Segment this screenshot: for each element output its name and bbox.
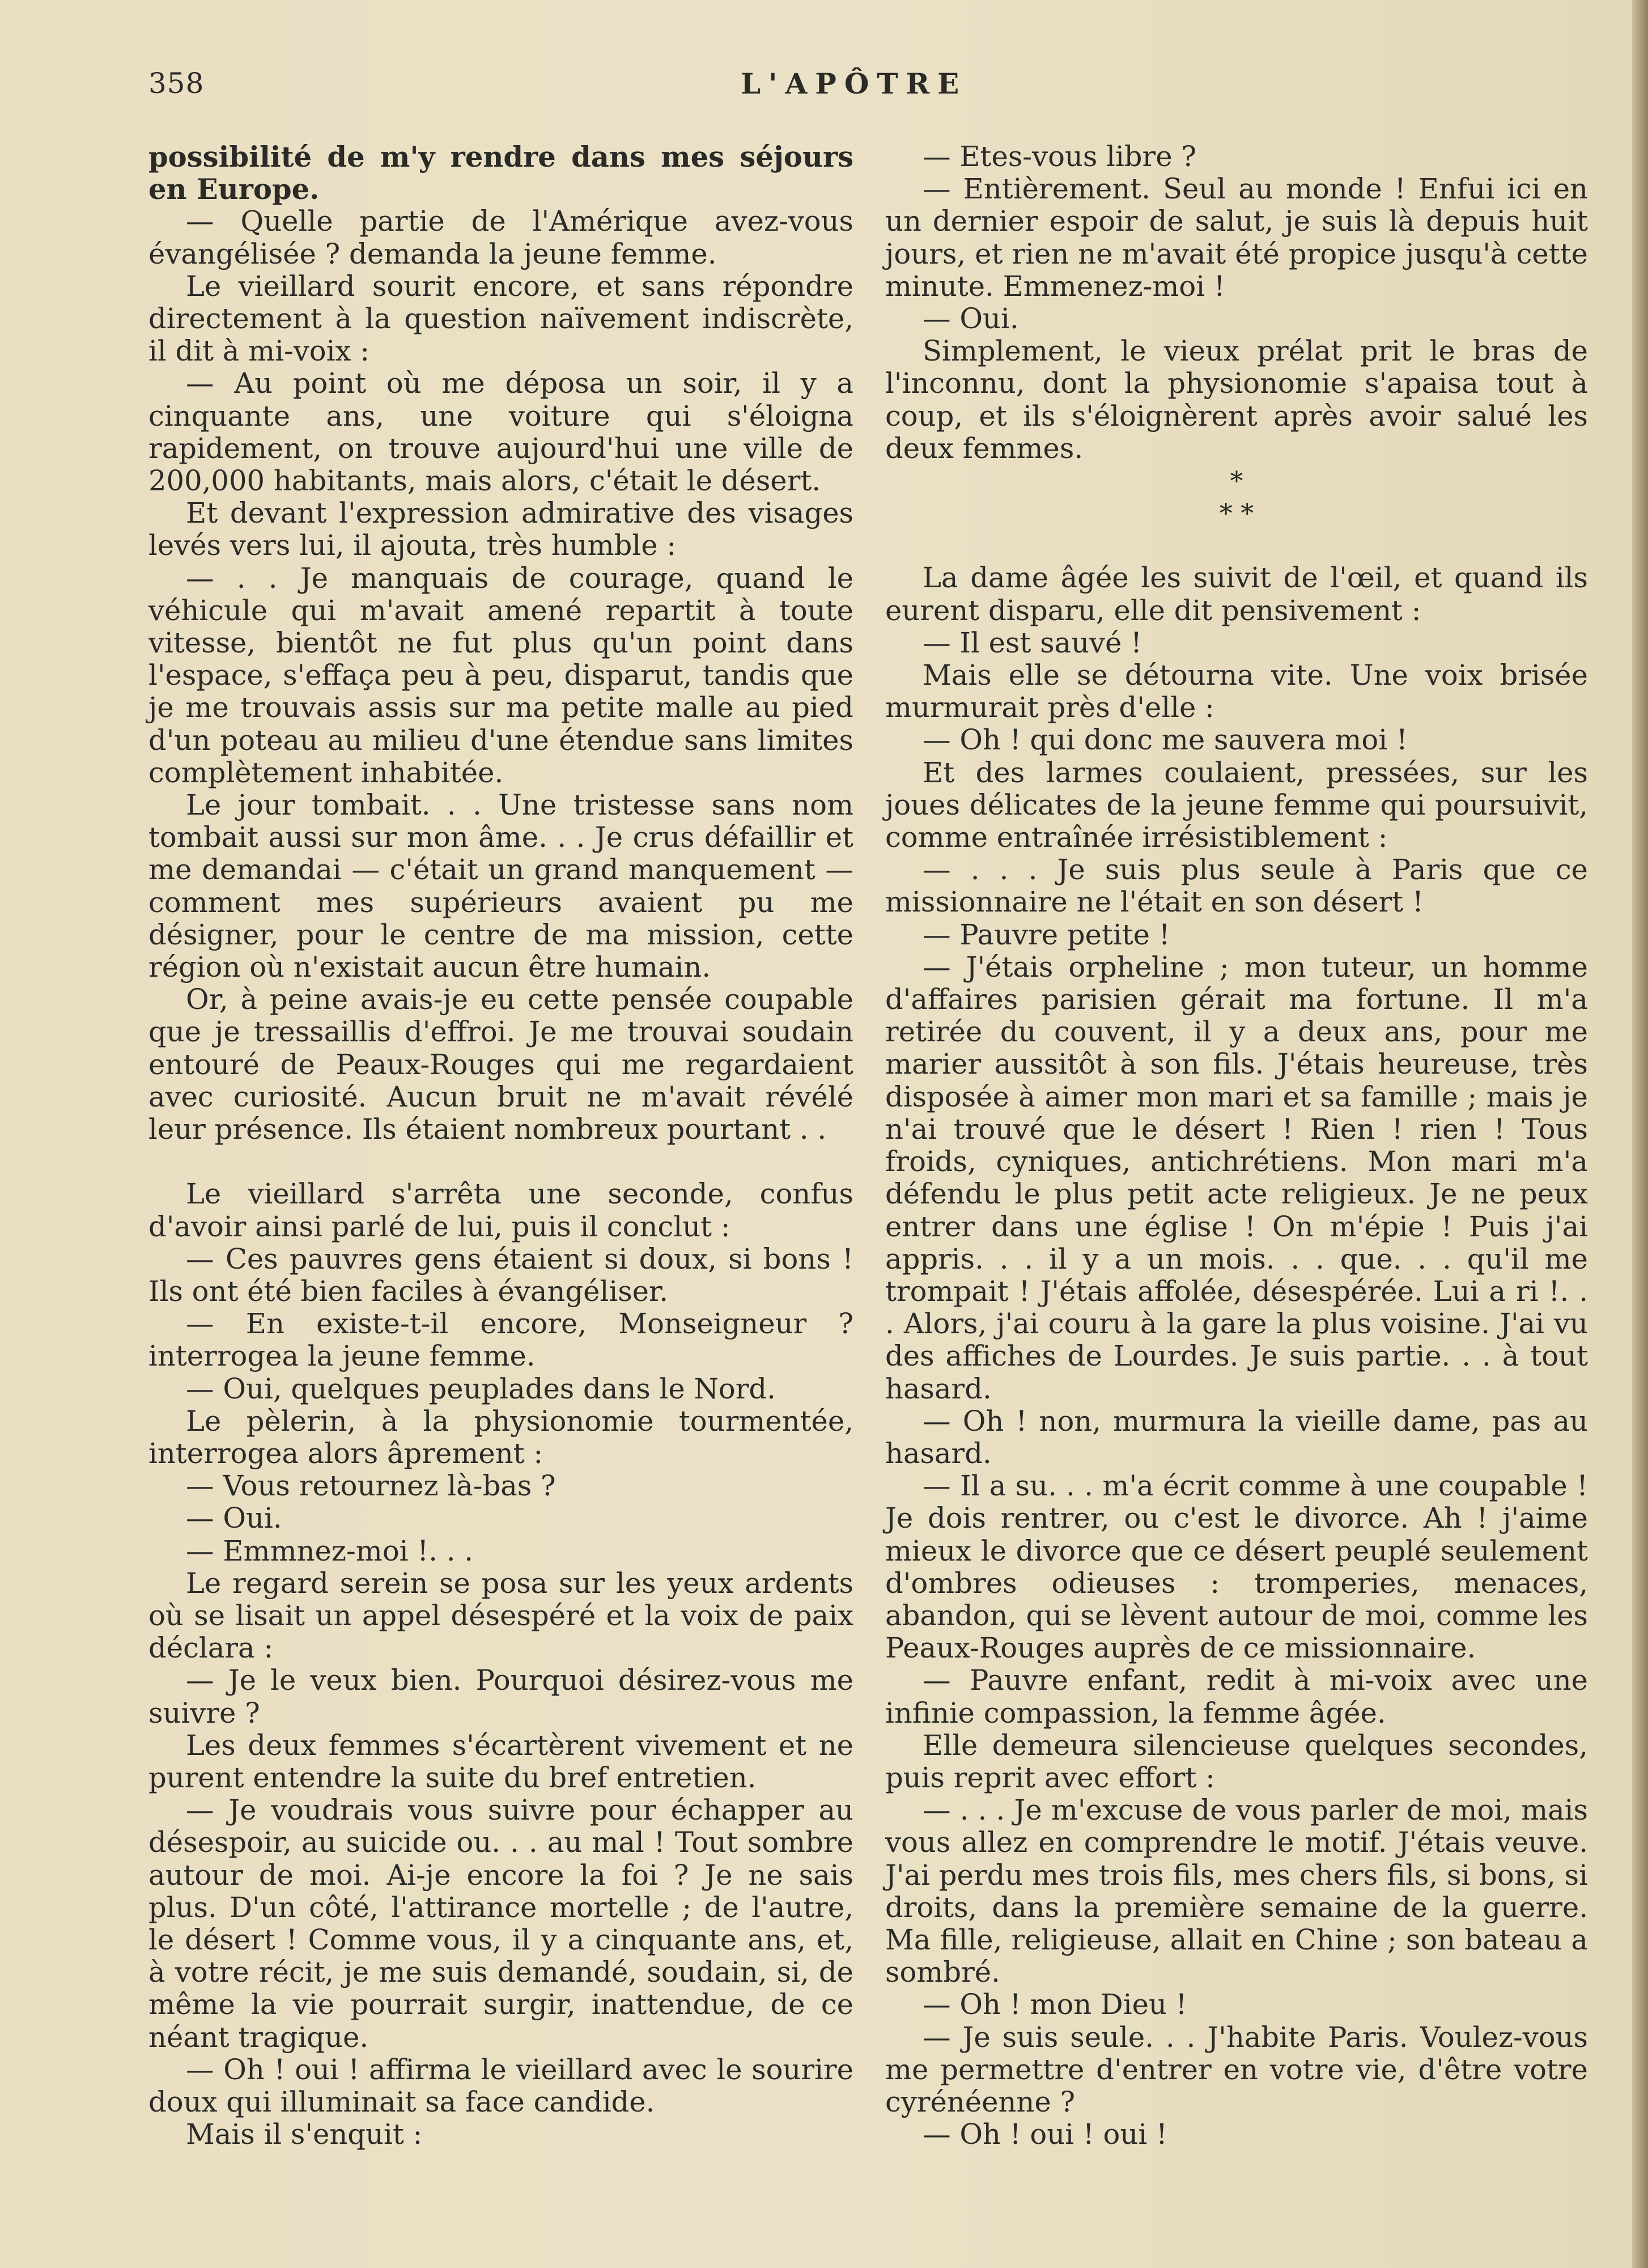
paragraph: — J'étais orpheline ; mon tuteur, un homme d'affaires parisien gérait ma fortune. Il m'a retirée du couvent, il y a deux ans, pour me marier aussitôt à son fils. J'étais heureuse, très disposée à aimer mon mari et sa famille ; mais je n'ai trouvé que le désert ! Rien ! rien ! Tous froids, cyniques, antichrétiens. Mon mari m'a défendu le plus petit acte religieux. Je ne peux entrer dans une église ! On m'épie ! Puis j'ai appris. . . il y a un mois. . . que. . . qu'il me trompait ! J'étais affolée, désespérée. Lui a ri !. . . Alors, j'ai couru à la gare la plus voisine. J'ai vu des affiches de Lourdes. Je suis partie. . . à tout hasard. [885, 950, 1588, 1405]
paragraph: — . . . Je suis plus seule à Paris que ce missionnaire ne l'était en son désert ! [885, 853, 1588, 919]
paragraph: Mais il s'enquit : [186, 2118, 423, 2151]
paragraph: — Oh ! non, murmura la vieille dame, pas au hasard. [885, 1404, 1588, 1470]
asterism-line: * * [1219, 498, 1254, 529]
paragraph: — Oh ! oui ! oui ! [923, 2118, 1167, 2151]
paragraph: — Je suis seule. . . J'habite Paris. Voulez-vous me permettre d'entrer en votre vie, d'être votre cyrénéenne ? [885, 2020, 1588, 2118]
paragraph: — Au point où me déposa un soir, il y a cinquante ans, une voiture qui s'éloigna rapidement, on trouve aujourd'hui une ville de 200,000 habitants, mais alors, c'était le désert. [148, 367, 853, 498]
paragraph: — Oh ! oui ! affirma le vieillard avec le sourire doux qui illuminait sa face candide. [148, 2053, 853, 2118]
paragraph: Et devant l'expression admirative des visages levés vers lui, il ajouta, très humble : [148, 497, 853, 562]
paragraph: — Etes-vous libre ? [923, 140, 1196, 173]
page-number: 358 [148, 67, 205, 100]
asterism-line: * [1230, 465, 1243, 497]
paragraph: Elle demeura silencieuse quelques secondes, puis reprit avec effort : [885, 1728, 1588, 1794]
paragraph: Or, à peine avais-je eu cette pensée coupable que je tressaillis d'effroi. Je me trouvai soudain entouré de Peaux-Rouges qui me regardaient avec curiosité. Aucun bruit ne m'avait révélé leur présence. Ils étaient nombreux pourtant . . [148, 983, 853, 1146]
paragraph: Le vieillard s'arrêta une seconde, confus d'avoir ainsi parlé de lui, puis il conclut : [148, 1177, 853, 1243]
paragraph: possibilité de m'y rendre dans mes séjours en Europe. [148, 140, 853, 206]
paragraph: — Entièrement. Seul au monde ! Enfui ici en un dernier espoir de salut, je suis là depuis huit jours, et rien ne m'avait été propice jusqu'à cette minute. Emmenez-moi ! [885, 172, 1588, 303]
running-title: L'APÔTRE [741, 67, 967, 100]
page-header [148, 67, 1598, 107]
paragraph: — Oui. [186, 1502, 282, 1535]
paragraph: — Je voudrais vous suivre pour échapper au désespoir, au suicide ou. . . au mal ! Tout sombre autour de moi. Ai-je encore la foi ? Je ne sais plus. D'un côté, l'attirance mortelle ; de l'autre, le désert ! Comme vous, il y a cinquante ans, et, à votre récit, je me suis demandé, soudain, si, de même la vie pourrait surgir, inattendue, de ce néant tragique. [148, 1794, 853, 2054]
paragraph: — Ces pauvres gens étaient si doux, si bons ! Ils ont été bien faciles à évangéliser. [148, 1242, 853, 1308]
paragraph: Le jour tombait. . . Une tristesse sans nom tombait aussi sur mon âme. . . Je crus défaillir et me demandai — c'était un grand manquement — comment mes supérieurs avaient pu me désigner, pour le centre de ma mission, cette région où n'existait aucun être humain. [148, 788, 853, 984]
paragraph: Le pèlerin, à la physionomie tourmentée, interrogea alors âprement : [148, 1404, 853, 1470]
paragraph: — En existe-t-il encore, Monseigneur ? interrogea la jeune femme. [148, 1307, 853, 1373]
paragraph: — Je le veux bien. Pourquoi désirez-vous me suivre ? [148, 1664, 853, 1729]
paragraph: — Pauvre petite ! [923, 918, 1170, 951]
paragraph: — Oh ! mon Dieu ! [923, 1988, 1187, 2021]
page-edge-shadow [1632, 0, 1648, 2268]
paragraph: — . . Je manquais de courage, quand le véhicule qui m'avait amené repartit à toute vitesse, bientôt ne fut plus qu'un point dans l'espace, s'effaça peu à peu, disparut, tandis que je me trouvais assis sur ma petite malle au pied d'un poteau au milieu d'une étendue sans limites complètement inhabitée. [148, 561, 853, 789]
paragraph: Le vieillard sourit encore, et sans répondre directement à la question naïvement indiscrète, il dit à mi-voix : [148, 269, 853, 368]
paragraph: — Oui, quelques peuplades dans le Nord. [186, 1372, 776, 1405]
paragraph: — . . . Je m'excuse de vous parler de moi, mais vous allez en comprendre le motif. J'étais veuve. J'ai perdu mes trois fils, mes chers fils, si bons, si droits, dans la première semaine de la guerre. Ma fille, religieuse, allait en Chine ; son bateau a sombré. [885, 1794, 1588, 1989]
paragraph: Le regard serein se posa sur les yeux ardents où se lisait un appel désespéré et la voix de paix déclara : [148, 1566, 853, 1665]
paragraph: Simplement, le vieux prélat prit le bras de l'inconnu, dont la physionomie s'apaisa tout à coup, et ils s'éloignèrent après avoir salué les deux femmes. [885, 334, 1588, 465]
paragraph: — Oh ! qui donc me sauvera moi ! [923, 723, 1408, 757]
paragraph: — Pauvre enfant, redit à mi-voix avec une infinie compassion, la femme âgée. [885, 1664, 1588, 1729]
paragraph: — Il est sauvé ! [923, 626, 1142, 659]
paragraph: Et des larmes coulaient, pressées, sur les joues délicates de la jeune femme qui poursuivit, comme entraînée irrésistiblement : [885, 756, 1588, 854]
paragraph: — Oui. [923, 302, 1019, 336]
paragraph: La dame âgée les suivit de l'œil, et quand ils eurent disparu, elle dit pensivement : [885, 561, 1588, 627]
paragraph: — Emmnez-moi !. . . [186, 1534, 474, 1567]
section-break-asterism [885, 465, 1588, 529]
paragraph: Mais elle se détourna vite. Une voix brisée murmurait près d'elle : [885, 659, 1588, 724]
right-column [885, 141, 1588, 2151]
paragraph: Les deux femmes s'écartèrent vivement et ne purent entendre la suite du bref entretien. [148, 1728, 853, 1794]
left-column [148, 141, 853, 2151]
paragraph: — Quelle partie de l'Amérique avez-vous évangélisée ? demanda la jeune femme. [148, 205, 853, 270]
paragraph: — Vous retournez là-bas ? [186, 1469, 556, 1503]
paragraph: — Il a su. . . m'a écrit comme à une coupable ! Je dois rentrer, ou c'est le divorce. Ah ! j'aime mieux le divorce que ce désert peuplé seulement d'ombres odieuses : tromperies, menaces, abandon, qui se lèvent autour de moi, comme les Peaux-Rouges auprès de ce missionnaire. [885, 1469, 1588, 1665]
